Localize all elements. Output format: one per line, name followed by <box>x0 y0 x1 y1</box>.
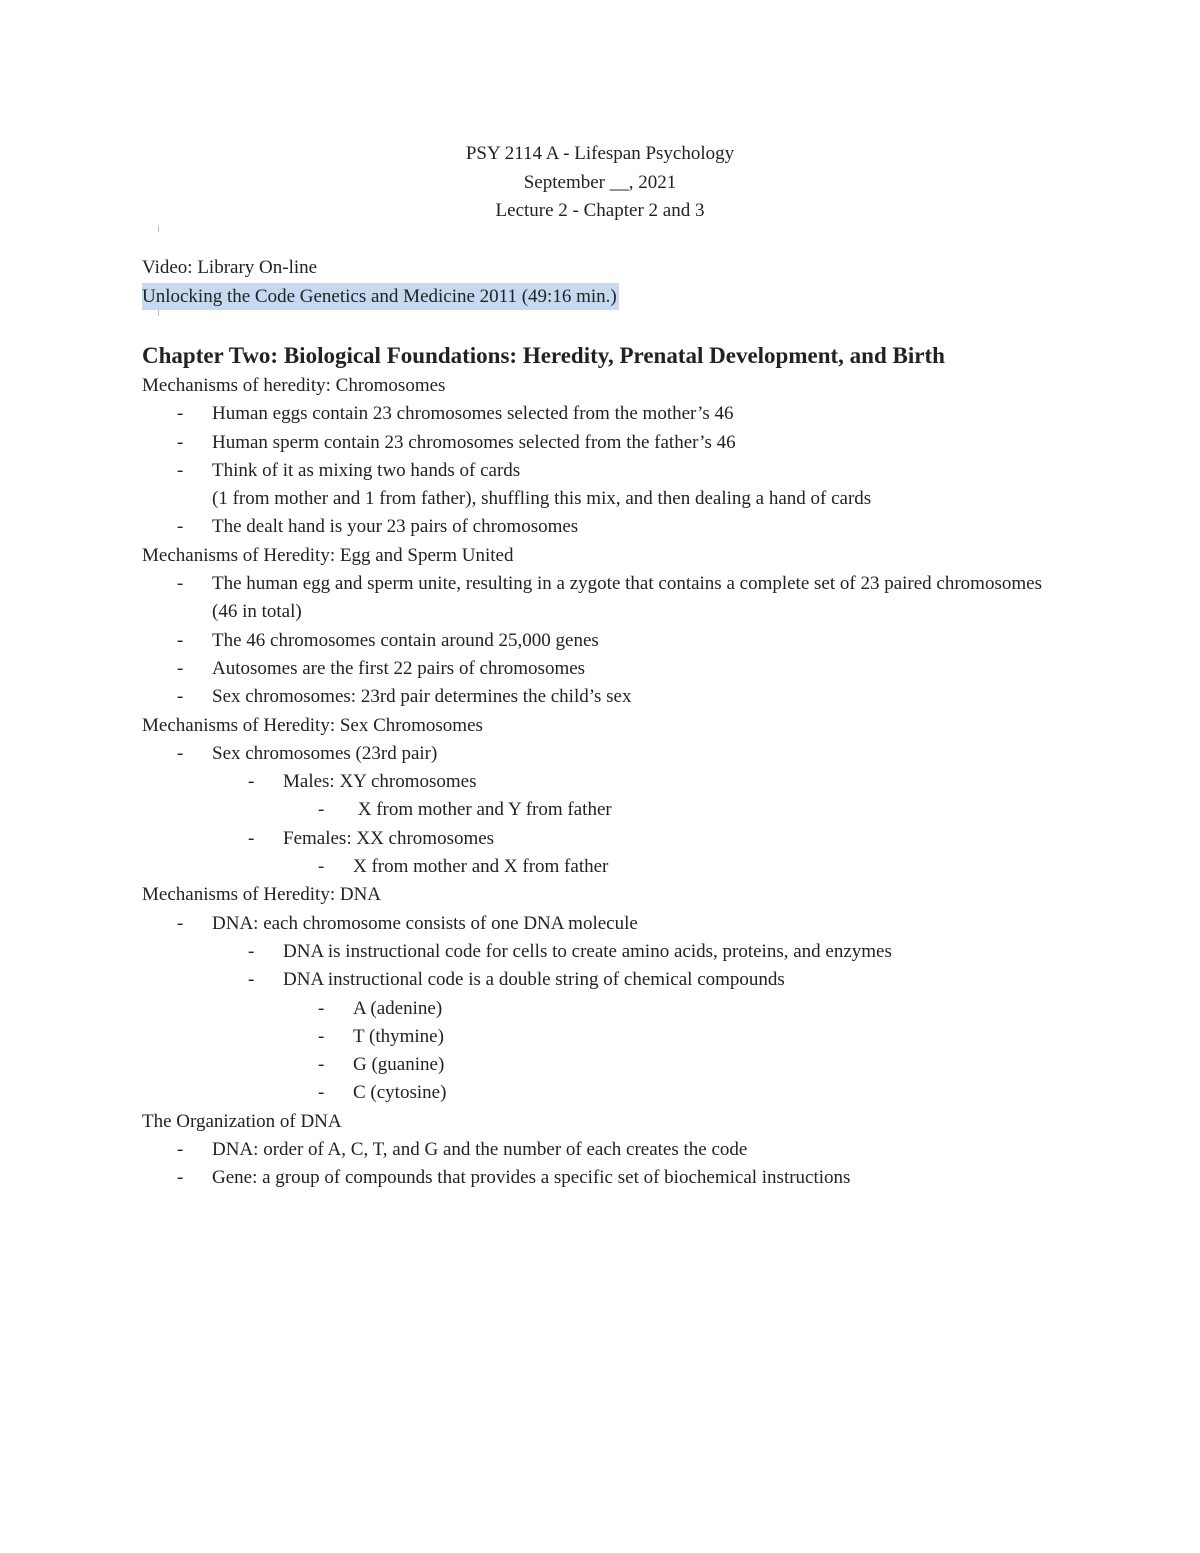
section-heading: Mechanisms of Heredity: Sex Chromosomes <box>142 714 483 736</box>
list-item: - DNA: each chromosome consists of one DNA molecule <box>142 910 1042 938</box>
bullet-dash: - <box>248 969 255 991</box>
bullet-dash: - <box>248 940 255 962</box>
section-heading: Mechanisms of Heredity: Egg and Sperm United <box>142 544 514 566</box>
bullet-dash: - <box>177 657 184 679</box>
list-item: - Autosomes are the first 22 pairs of chromosomes <box>142 655 1042 683</box>
bullet-dash: - <box>248 771 255 793</box>
bullet-dash: - <box>177 516 184 538</box>
document-header <box>0 140 1200 226</box>
bullet-dash: - <box>318 1082 325 1104</box>
video-block <box>142 254 619 311</box>
paragraph-mark <box>158 310 159 316</box>
bullet-dash: - <box>177 459 184 481</box>
section-heading: Mechanisms of heredity: Chromosomes <box>142 375 446 396</box>
paragraph-mark <box>158 226 159 232</box>
list-item: - Sex chromosomes (23rd pair) <box>142 740 1042 768</box>
bullet-dash: - <box>318 856 325 878</box>
bullet-dash: - <box>177 403 184 425</box>
bullet-dash: - <box>177 573 184 595</box>
notes-body <box>142 340 1042 1193</box>
lecture-title: Lecture 2 - Chapter 2 and 3 <box>495 200 705 221</box>
bullet-dash: - <box>177 686 184 708</box>
list-item: - The 46 chromosomes contain around 25,000 genes <box>142 627 1042 655</box>
list-item: - Think of it as mixing two hands of cards <box>142 457 1042 485</box>
list-item: - X from mother and X from father <box>142 853 1042 881</box>
bullet-dash: - <box>318 1054 325 1076</box>
bullet-dash: - <box>177 1139 184 1161</box>
list-item-continuation: (1 from mother and 1 from father), shuffling this mix, and then dealing a hand of cards <box>212 488 872 510</box>
list-item: - C (cytosine) <box>142 1079 1042 1107</box>
bullet-dash: - <box>318 1025 325 1047</box>
bullet-dash: - <box>248 827 255 849</box>
section-heading: The Organization of DNA <box>142 1110 342 1132</box>
list-item: - The human egg and sperm unite, resulting in a zygote that contains a complete set of 23 paired chromosomes (46 in total) <box>142 570 1042 627</box>
video-label: Video: Library On-line <box>142 257 318 278</box>
bullet-dash: - <box>177 742 184 764</box>
list-item: - The dealt hand is your 23 pairs of chromosomes <box>142 513 1042 541</box>
video-title-selected[interactable]: Unlocking the Code Genetics and Medicine 2011 (49:16 min.) <box>142 283 619 310</box>
course-title: PSY 2114 A - Lifespan Psychology <box>465 143 735 164</box>
list-item: - Gene: a group of compounds that provides a specific set of biochemical instructions <box>142 1164 1042 1192</box>
bullet-dash: - <box>177 912 184 934</box>
list-item: - DNA: order of A, C, T, and G and the number of each creates the code <box>142 1136 1042 1164</box>
list-item: - Human eggs contain 23 chromosomes selected from the mother’s 46 <box>142 400 1042 428</box>
list-item: - DNA is instructional code for cells to create amino acids, proteins, and enzymes <box>142 938 1042 966</box>
bullet-dash: - <box>318 799 325 821</box>
section-heading: Mechanisms of Heredity: DNA <box>142 884 382 906</box>
list-item: - X from mother and Y from father <box>142 796 1042 824</box>
list-item: - G (guanine) <box>142 1051 1042 1079</box>
chapter-heading: Chapter Two: Biological Foundations: Heredity, Prenatal Development, and Birth <box>142 343 945 368</box>
list-item: - Males: XY chromosomes <box>142 768 1042 796</box>
bullet-dash: - <box>177 629 184 651</box>
list-item: - T (thymine) <box>142 1023 1042 1051</box>
list-item: - Human sperm contain 23 chromosomes selected from the father’s 46 <box>142 429 1042 457</box>
bullet-dash: - <box>318 997 325 1019</box>
list-item: - A (adenine) <box>142 995 1042 1023</box>
bullet-dash: - <box>177 431 184 453</box>
lecture-date: September __, 2021 <box>523 171 677 193</box>
bullet-dash: - <box>177 1167 184 1189</box>
list-item: - Sex chromosomes: 23rd pair determines the child’s sex <box>142 683 1042 711</box>
list-item: - Females: XX chromosomes <box>142 825 1042 853</box>
list-item: - DNA instructional code is a double string of chemical compounds <box>142 966 1042 994</box>
